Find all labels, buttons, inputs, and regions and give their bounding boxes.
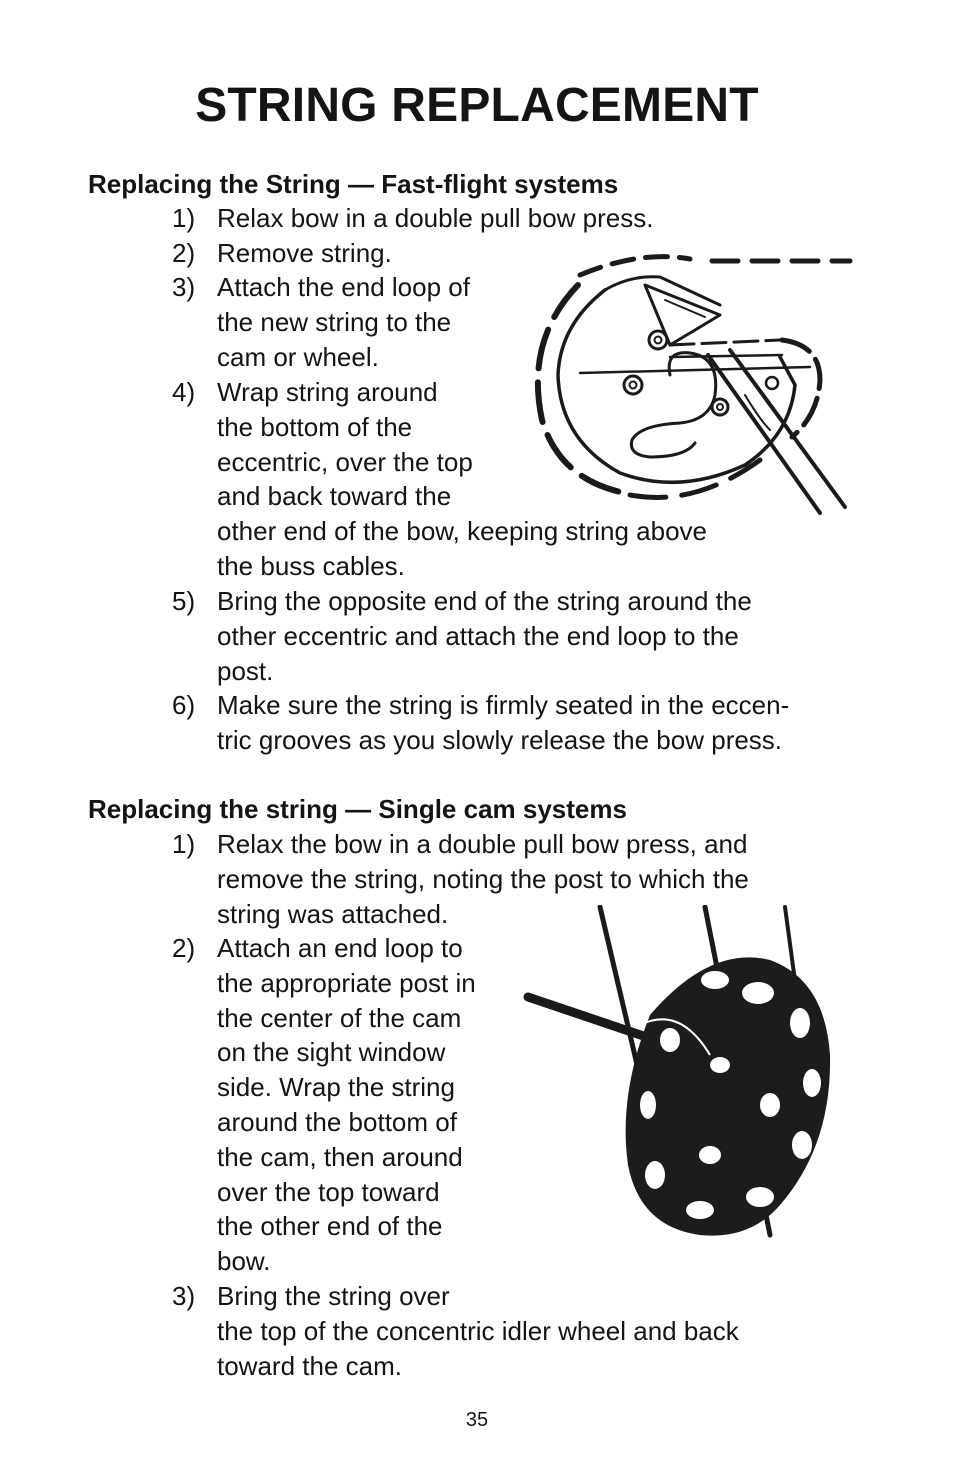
page-title: STRING REPLACEMENT	[195, 79, 759, 132]
page-number: 35	[465, 1409, 489, 1431]
section-heading-fast-flight: Replacing the String — Fast-flight systems	[88, 169, 619, 199]
step-text: Make sure the string is firmly seated in the eccen- tric grooves as you slowly release the bow press.	[217, 690, 790, 755]
step-text: Attach the end loop of the new string to the cam or wheel.	[217, 272, 470, 372]
step-number: 3)	[172, 272, 196, 302]
step-number: 4)	[172, 377, 196, 407]
step-number: 6)	[172, 690, 196, 720]
section-heading-single-cam: Replacing the string — Single cam systems	[88, 794, 627, 824]
eccentric-wheel-illustration-icon	[520, 245, 860, 525]
step-number: 3)	[172, 1281, 196, 1311]
step-text: Bring the string over the top of the concentric idler wheel and back toward the cam.	[217, 1281, 739, 1381]
step-text: Bring the opposite end of the string around the other eccentric and attach the end loop to the post.	[217, 586, 752, 686]
step-text: Remove string.	[217, 238, 392, 268]
step-number: 2)	[172, 933, 196, 963]
step-text: Relax bow in a double pull bow press.	[217, 203, 654, 233]
step-number: 1)	[172, 829, 196, 859]
step-text: Relax the bow in a double pull bow press, and remove the string, noting the post to which the string was attached.	[217, 829, 749, 929]
step-text: Attach an end loop to the appropriate post in the center of the cam on the sight window side. Wrap the string around the bottom of the cam, then around over the top toward the other end of the bow.	[217, 933, 476, 1277]
single-cam-illustration-icon	[520, 905, 840, 1245]
step-number: 5)	[172, 586, 196, 616]
step-number: 2)	[172, 238, 196, 268]
step-text: Wrap string around the bottom of the eccentric, over the top and back toward the other end of the bow, keeping string above the buss cables.	[217, 377, 708, 581]
step-number: 1)	[172, 203, 196, 233]
